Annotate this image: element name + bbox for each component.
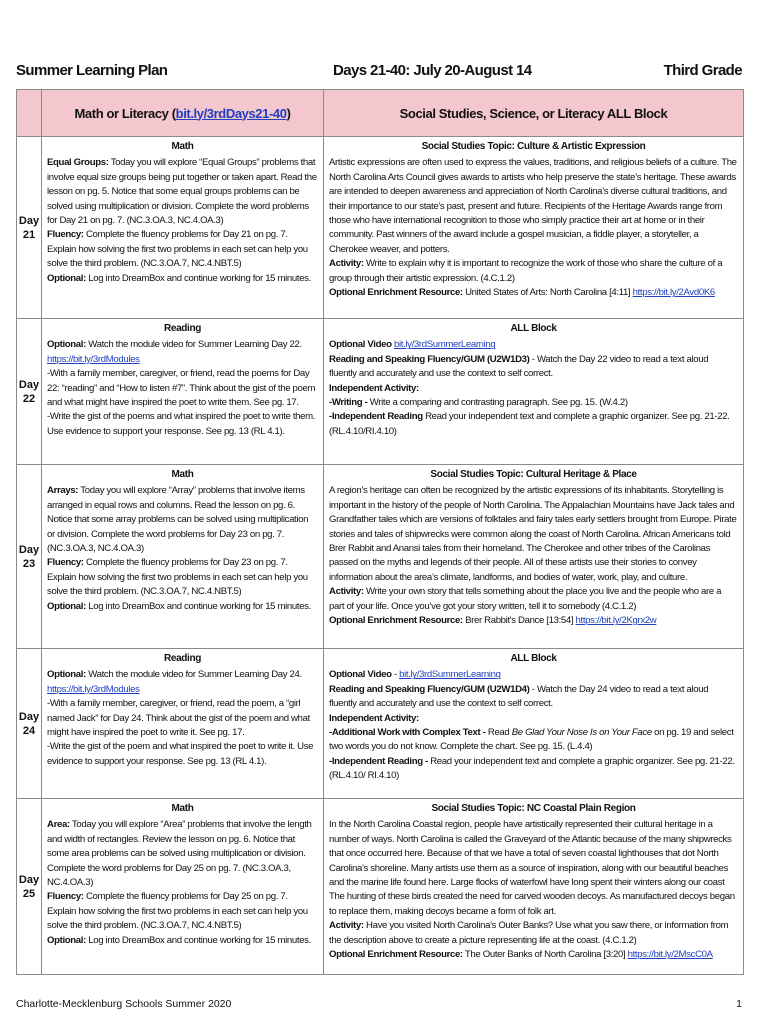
paragraph: Optional Enrichment Resource: Brer Rabbit's Dance [13:54] https://bit.ly/2Kgrx2w — [329, 615, 657, 627]
day-row — [17, 649, 744, 799]
date-range: Days 21-40: July 20-August 14 — [333, 62, 532, 79]
paragraph: -Additional Work with Complex Text - Read Be Glad Your Nose Is on Your Face on pg. 19 and select two words you do not know. Complete the chart. See pg. 15. (L.4.4) — [329, 727, 734, 753]
right-cell — [324, 319, 744, 465]
paragraph: A region’s heritage can often be recognized by the artistic expressions of its inhabitants. Storytelling is important in the history of the people of North Carolina. The Appalachian Mountains have Jack tales and Grandfather tales which are versions of folktales and fairy tales early settlers brought from Europe. Pirate stories and tales of shipwrecks were common along the coast of North Carolina. African Americans told Brer Rabbit and Anansi tales from their homeland. The Cherokee and other tribes of the Carolinas passed on the myths and legends of their people. All of these artists use their stories to convey information about the area’s climate, landforms, and bodies of water, work, play, and culture. — [329, 485, 737, 583]
cell-title: Social Studies Topic: NC Coastal Plain Region — [431, 803, 636, 814]
paragraph: Fluency: Complete the fluency problems for Day 23 on pg. 7. Explain how solving the first two problems in each set can help you solve the third problem. (NC.3.OA.7, NC.4.NBT.5) — [47, 557, 308, 598]
document-header — [16, 62, 742, 82]
paragraph: Activity: Write your own story that tells something about the place you live and the people who are a part of your life. Once you’ve got your story written, tell it to somebody (4.C.1.2) — [329, 586, 722, 612]
paragraph: Fluency: Complete the fluency problems for Day 21 on pg. 7. Explain how solving the first two problems in each set can help you solve the third problem. (NC.3.OA.7, NC.4.NBT.5) — [47, 229, 308, 270]
right-cell — [324, 137, 744, 319]
left-cell — [42, 465, 324, 649]
resource-link[interactable]: https://bit.ly/2MscC0A — [627, 949, 713, 961]
right-cell — [324, 649, 744, 799]
left-cell — [42, 319, 324, 465]
day-row — [17, 465, 744, 649]
day-row — [17, 799, 744, 975]
corner-cell — [17, 90, 42, 137]
cell-title: ALL Block — [510, 653, 557, 664]
paragraph: Optional: Watch the module video for Summer Learning Day 22. https://bit.ly/3rdModules — [47, 339, 302, 365]
page-number: 1 — [736, 998, 742, 1010]
cell-title: ALL Block — [510, 323, 557, 334]
paragraph: -With a family member, caregiver, or friend, read the poem, a “girl named Jack” for Day 24. Think about the gist of the poem and what might have inspired the poet to write it. See pg. 17. — [47, 698, 310, 739]
days-link[interactable]: bit.ly/3rdDays21-40 — [175, 105, 287, 121]
paragraph: -With a family member, caregiver, or friend, read the poems for Day 22: “reading” and “How to listen #7”. Think about the gist of the poem and what might have inspired the poet to write them. See pg. 17. — [47, 368, 316, 409]
paragraph: Activity: Have you visited North Carolina's Outer Banks? Use what you saw there, or information from the description above to create a picture representing life at the coast. (4.C.1.2) — [329, 920, 729, 946]
plan-title: Summer Learning Plan — [16, 62, 168, 79]
cell-title: Social Studies Topic: Culture & Artistic Expression — [421, 141, 646, 152]
paragraph: -Write the gist of the poem and what inspired the poet to write it. Use evidence to support your response. See pg. 13 (RL 4.1). — [47, 741, 314, 767]
paragraph: -Writing - Write a comparing and contrasting paragraph. See pg. 15. (W.4.2) — [329, 397, 628, 409]
col1-suffix: ) — [286, 105, 291, 121]
paragraph: Artistic expressions are often used to express the values, traditions, and religious beliefs of a culture. The North Carolina Arts Council gives awards to artists who help preserve the state’s heritage. These awards are intended to deepen awareness and appreciation of North Carolina’s diverse cultural traditions, and their importance to our state’s past, present and future. Recipients of the Heritage Awards range from those who have international recognition to those who simply practice their art at home or in their community. Past winners of the award include a gospel musician, a fiddle player, a storyteller, a Cherokee weaver, and potters. — [329, 157, 737, 255]
page-footer — [16, 998, 742, 1010]
day-label: Day 23 — [17, 465, 42, 649]
day-label: Day 25 — [17, 799, 42, 975]
module-link[interactable]: https://bit.ly/3rdModules — [47, 353, 140, 365]
cell-title: Math — [171, 803, 194, 814]
footer-text: Charlotte-Mecklenburg Schools Summer 2020 — [16, 998, 232, 1010]
video-link[interactable]: bit.ly/3rdSummerLearning — [399, 669, 501, 681]
paragraph: -Independent Reading - Read your independent text and complete a graphic organizer. See pg. 21-22. (RL.4.10/ RI.4.10) — [329, 755, 735, 782]
paragraph: Optional Enrichment Resource: The Outer Banks of North Carolina [3:20] https://bit.ly/2MscC0A — [329, 949, 713, 961]
paragraph: Optional: Log into DreamBox and continue working for 15 minutes. — [47, 934, 311, 946]
video-link[interactable]: bit.ly/3rdSummerLearning — [393, 339, 496, 351]
resource-link[interactable]: https://bit.ly/2Avd0K6 — [632, 287, 715, 299]
paragraph: Reading and Speaking Fluency/GUM (U2W1D4) - Watch the Day 24 video to read a text aloud fluently and accurately and use the context to self correct. — [329, 683, 709, 710]
paragraph: Optional: Log into DreamBox and continue working for 15 minutes. — [47, 272, 311, 284]
cell-title: Math — [171, 469, 194, 480]
paragraph: -Write the gist of the poems and what inspired the poet to write them. Use evidence to support your response. See pg. 13 (RL 4.1). — [47, 411, 316, 437]
paragraph: Activity: Write to explain why it is important to recognize the work of those who share the culture of a group through their artistic expression. (4.C.1.2) — [329, 258, 723, 284]
right-cell — [324, 799, 744, 975]
paragraph: Optional: Log into DreamBox and continue working for 15 minutes. — [47, 600, 311, 612]
grade-label: Third Grade — [663, 62, 742, 79]
paragraph: Optional: Watch the module video for Summer Learning Day 24. https://bit.ly/3rdModules — [47, 669, 302, 695]
left-cell — [42, 137, 324, 319]
right-cell — [324, 465, 744, 649]
day-label: Day 24 — [17, 649, 42, 799]
paragraph: Reading and Speaking Fluency/GUM (U2W1D3) - Watch the Day 22 video to read a text aloud fluently and accurately and use the context to self correct. — [329, 353, 709, 380]
paragraph: Optional Video - bit.ly/3rdSummerLearning — [329, 669, 501, 681]
day-label: Day 21 — [17, 137, 42, 319]
col1-prefix: Math or Literacy ( — [74, 105, 176, 121]
paragraph: In the North Carolina Coastal region, people have artistically represented their cultural heritage in a number of ways. North Carolina is called the Graveyard of the Atlantic because of the many shipwrecks that once occurred here. Because of that we have a total of seven coastal lighthouses that dot North Carolina’s shoreline. Many artists use them as a source of inspiration, along with our beautiful beaches and the marine life found here. Large flocks of waterfowl have long spent their winters along our coast The hunting of these birds created the need for carved wooden decoys. As manufactured decoys began to replace them, making decoys became a form of folk art. — [329, 819, 735, 917]
cell-title: Social Studies Topic: Cultural Heritage & Place — [430, 469, 637, 480]
paragraph: Equal Groups: Today you will explore “Equal Groups” problems that involve equal size groups being put together or taken apart. Read the lesson on pg. 5. Notice that some equal groups problems can be solved using multiplication or division. Complete the word problems for Day 21 on pg. 7. (NC.3.OA.3, NC.4.OA.3) — [47, 157, 317, 227]
paragraph: Optional Enrichment Resource: United States of Arts: North Carolina [4:11] https://bit.ly/2Avd0K6 — [329, 287, 715, 299]
cell-title: Math — [171, 141, 194, 152]
header-row — [17, 90, 744, 137]
col-header-math-literacy — [42, 90, 324, 137]
cell-title: Reading — [164, 323, 201, 334]
left-cell — [42, 799, 324, 975]
day-row — [17, 319, 744, 465]
paragraph: Fluency: Complete the fluency problems for Day 25 on pg. 7. Explain how solving the first two problems in each set can help you solve the third problem. (NC.3.OA.7, NC.4.NBT.5) — [47, 891, 308, 932]
paragraph: Independent Activity: — [329, 712, 419, 724]
paragraph: Independent Activity: — [329, 382, 419, 394]
day-row — [17, 137, 744, 319]
col-header-all-block: Social Studies, Science, or Literacy ALL Block — [324, 90, 744, 137]
paragraph: Optional Video bit.ly/3rdSummerLearning — [329, 339, 496, 351]
day-label: Day 22 — [17, 319, 42, 465]
paragraph: -Independent Reading Read your independent text and complete a graphic organizer. See pg. 21-22. (RL.4.10/RI.4.10) — [329, 411, 730, 437]
resource-link[interactable]: https://bit.ly/2Kgrx2w — [575, 615, 657, 627]
plan-table — [16, 89, 744, 975]
left-cell — [42, 649, 324, 799]
paragraph: Arrays: Today you will explore “Array” problems that involve items arranged in equal rows and columns. Read the lesson on pg. 6. Notice that some array problems can be solved using multiplication or division. Complete the word problems for Day 23 on pg. 7. (NC.3.OA.3, NC.4.OA.3) — [47, 485, 309, 555]
cell-title: Reading — [164, 653, 201, 664]
module-link[interactable]: https://bit.ly/3rdModules — [47, 683, 140, 695]
paragraph: Area: Today you will explore “Area” problems that involve the length and width of rectangles. Review the lesson on pg. 6. Notice that some area problems can be solved using multiplication or division. Complete the word problems for Day 25 on pg. 7. (NC.3.OA.3, NC.4.OA.3) — [47, 819, 312, 889]
